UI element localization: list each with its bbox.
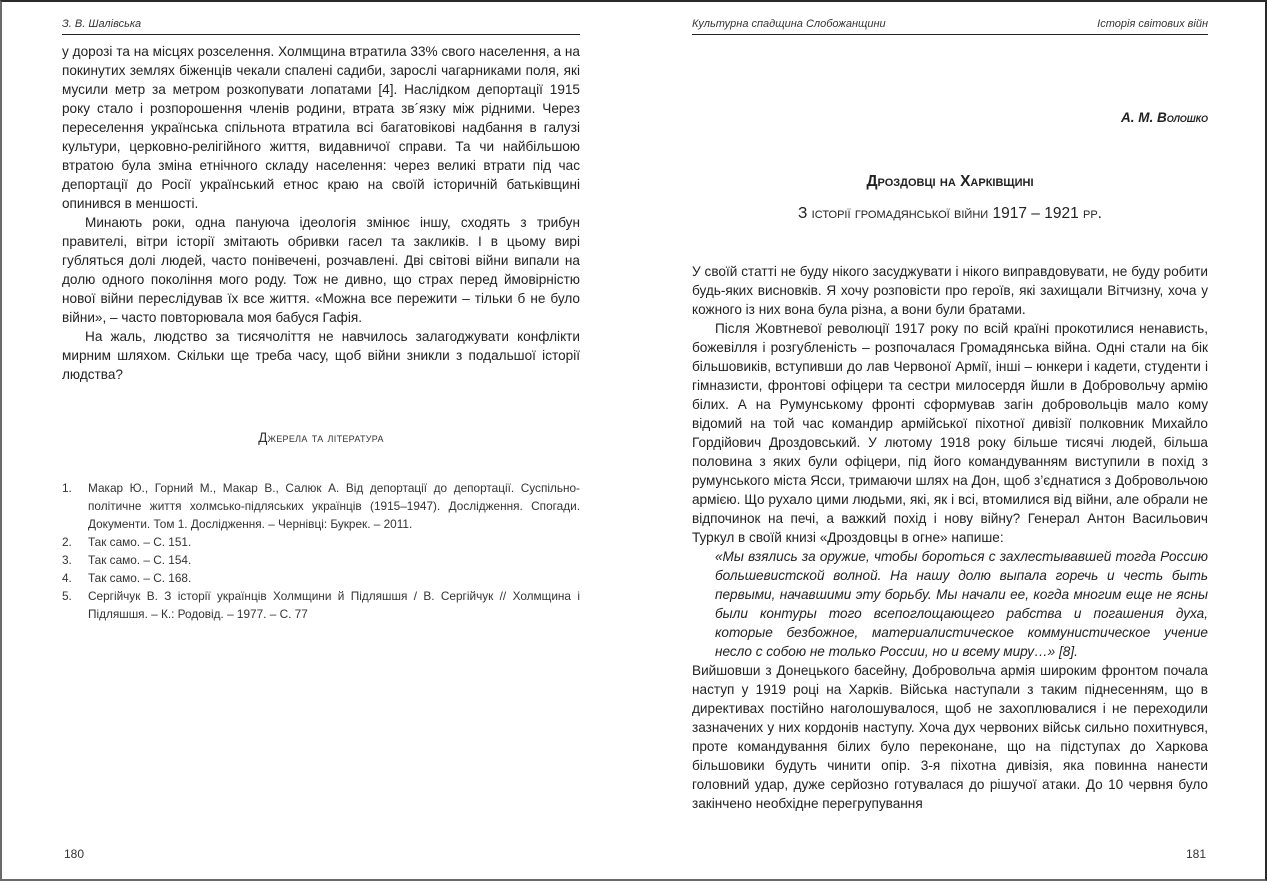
reference-text: Сергійчук В. З історії українців Холмщини й Підляшшя / В. Сергійчук // Холмщина і Підляшшя. – К.: Родовід. – 1977. – С. 77 <box>88 589 580 621</box>
reference-item <box>62 587 580 623</box>
reference-text: Так само. – С. 151. <box>88 535 192 549</box>
block-quote: «Мы взялись за оружие, чтобы бороться с захлестывавшей тогда Россию большевистской волной. На нашу долю выпала горечь и честь быть первыми, начавшими эту борьбу. Мы начали ее, когда многим еще не ясны были контуры того всепоглощающего рабства и погашения духа, которые безбожное, материалистическое коммунистическое учение несло с собою не только России, но и всему миру…» [8]. <box>715 549 1208 659</box>
running-head-left-page <box>62 18 580 35</box>
paragraph: У своїй статті не буду нікого засуджувати і нікого виправдовувати, не буду робити будь-яких висновків. Я хочу розповісти про героїв, які захищали Вітчизну, хоча у кожного із них вона була різна, а вони були братами. <box>692 264 1208 317</box>
reference-item <box>62 479 580 533</box>
reference-text: Макар Ю., Горний М., Макар В., Салюк А. Від депортації до депортації. Суспільно-політичне життя холмсько-підляських українців (1915–1947). Дослідження. Спогади. Документи. Том 1. Дослідження. – Чернівці: Букрек. – 2011. <box>88 481 580 531</box>
reference-number: 5. <box>62 589 72 603</box>
reference-item <box>62 551 580 569</box>
article-title: Дроздовці на Харківщині <box>866 173 1034 190</box>
article-subtitle: З історії громадянської війни 1917 – 1921 рр. <box>798 205 1102 222</box>
reference-item <box>62 569 580 587</box>
reference-number: 4. <box>62 571 72 585</box>
reference-number: 1. <box>62 481 72 495</box>
running-head-right-page <box>692 18 1208 35</box>
paragraph: Після Жовтневої революції 1917 року по всій країні прокотилися ненависть, божевілля і розгубленість – розпочалася Громадянська війна. Одні стали на бік більшовиків, вступивши до лав Червоної Армії, інші – юнкери і кадети, студенти і гімназисти, фронтові офіцери та сестри милосердя йшли в Добровольчу армію білих. А на Румунському фронті сформував загін добровольців мало кому відомий на той час командир армійської піхотної дивізії полковник Михайло Гордійович Дроздовський. У лютому 1918 року більше тисячі людей, більша половина з яких були офіцери, під його командуванням виступили в похід з румунського міста Ясси, тримаючи шлях на Дон, щоб з’єднатися з Добровольчою армією. Що рухало цими людьми, які, як і всі, втомилися від війни, але обрали не відпочинок на печі, а важкий похід і нову війну? Генерал Антон Васильович Туркул в своїй книзі «Дроздовцы в огне» напише: <box>692 321 1208 545</box>
page-number: 180 <box>64 847 85 861</box>
paragraph: Вийшовши з Донецького басейну, Добровольча армія широким фронтом почала наступ у 1919 році на Харків. Війська наступали з таким піднесенням, що в директивах постійно наголошувалося, щоб не захоплювалися і не переходили зазначених у них кордонів наступу. Хоча дух червоних військ сильно похитнувся, проте командування білих було переконане, що на підступах до Харкова більшовики будуть чинити опір. 3-я піхотна дивізія, яка повинна нанести головний удар, дуже серйозно готувалася до рішучої атаки. До 10 червня було закінчено необхідне перегрупування <box>692 663 1208 811</box>
reference-item <box>62 533 580 551</box>
running-head-author: З. В. Шалівська <box>62 18 142 30</box>
references-heading: Джерела та література <box>258 430 384 445</box>
references-list <box>62 479 580 623</box>
reference-number: 3. <box>62 553 72 567</box>
page-number: 181 <box>1185 847 1206 861</box>
reference-number: 2. <box>62 535 72 549</box>
running-head-journal: Культурна спадщина Слобожанщини <box>692 18 886 30</box>
paragraph: На жаль, людство за тисячоліття не навчилось залагоджувати конфлікти мирним шляхом. Скільки ще треба часу, щоб війни зникли з подальшої історії людства? <box>62 329 580 382</box>
right-page-body <box>692 262 1208 813</box>
reference-text: Так само. – С. 154. <box>88 553 192 567</box>
right-page <box>692 2 1208 883</box>
left-page-body <box>62 42 580 384</box>
running-head-section: Історія світових війн <box>1097 18 1208 30</box>
paragraph: Минають роки, одна пануюча ідеологія змінює іншу, сходять з трибун правителі, вітри історії змітають обривки гасел та закликів. І в цьому вирі губляться долі людей, часто понівечені, розчавлені. Дві світові війни випали на долю одного покоління мого роду. Тож не дивно, що страх перед ймовірністю нової війни переслідував їх все життя. «Можна все пережити – тільки б не було війни», – часто повторювала моя бабуся Гафія. <box>62 215 580 325</box>
paragraph: у дорозі та на місцях розселення. Холмщина втратила 33% свого населення, а на покинутих землях біженців чекали спалені садиби, зарослі чагарниками поля, які мусили метр за метром розкопувати лопатами [4]. Наслідком депортації 1915 року стало і розпорошення членів родини, втрата зв´язку між рідними. Через переселення українська спільнота втратила всі багатовікові надбання в галузі культури, церковно-релігійного життя, видавничої справи. Та чи найбільшою втратою була зміна етнічного складу населення: через великі втрати під час депортації до Росії український етнос краю на своїй історичній батьківщині опинився в меншості. <box>62 44 580 211</box>
left-page <box>62 2 580 883</box>
article-author: А. М. Волошко <box>1120 110 1208 125</box>
reference-text: Так само. – С. 168. <box>88 571 192 585</box>
